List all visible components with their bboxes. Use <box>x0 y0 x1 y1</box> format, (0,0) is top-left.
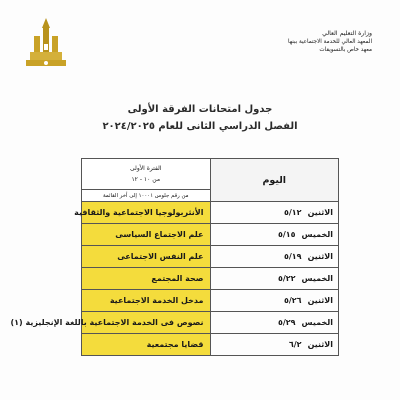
period-header <box>82 159 211 202</box>
day-cell <box>210 334 339 356</box>
day-name: الخميس <box>301 318 333 327</box>
exam-date: ٥/١٩ <box>283 252 302 261</box>
table-row <box>82 334 339 356</box>
table-row <box>82 246 339 268</box>
subject-cell: قضايا مجتمعية <box>82 334 211 356</box>
day-column-header: اليوم <box>210 159 339 202</box>
exam-date: ٦/٢ <box>288 340 302 349</box>
subject-cell: مدخل الخدمة الاجتماعية <box>82 290 211 312</box>
exam-date: ٥/١٢ <box>283 208 302 217</box>
day-cell <box>210 224 339 246</box>
subject-cell: صحة المجتمع <box>82 268 211 290</box>
table-header-row <box>82 159 339 202</box>
exam-date: ٥/٢٦ <box>283 296 302 305</box>
day-name: الاثنين <box>307 296 333 305</box>
exam-table <box>10 158 339 356</box>
ministry-line: معهد خاص بالتسويقات <box>319 47 372 53</box>
exam-date: ٥/٢٩ <box>277 318 296 327</box>
day-cell <box>210 290 339 312</box>
day-name: الاثنين <box>307 340 333 349</box>
day-name: الاثنين <box>307 208 333 217</box>
exam-date: ٥/٢٢ <box>277 274 296 283</box>
table-row <box>82 224 339 246</box>
table-row <box>82 202 339 224</box>
document-subtitle: الفصل الدراسي الثانى للعام ٢٠٢٤/٢٠٢٥ <box>102 121 298 132</box>
period-label: الفترة الأولى <box>129 165 162 172</box>
day-name: الخميس <box>301 274 333 283</box>
day-name: الاثنين <box>307 252 333 261</box>
exam-date: ٥/١٥ <box>277 230 296 239</box>
table-row <box>82 290 339 312</box>
table-row <box>82 268 339 290</box>
institute-logo-icon <box>20 14 72 72</box>
period-time: من ١٠ - ١٢ <box>131 176 161 183</box>
day-name: الخميس <box>301 230 333 239</box>
subject-cell: الأنثربولوجيا الاجتماعية والثقافية <box>82 202 211 224</box>
document-title: جدول امتحانات الفرقة الأولى <box>127 104 273 115</box>
day-cell <box>210 202 339 224</box>
subject-cell: علم الاجتماع السياسى <box>82 224 211 246</box>
subject-cell: علم النفس الاجتماعى <box>82 246 211 268</box>
day-cell <box>210 312 339 334</box>
seat-range: من رقم جلوس ١٠٠٠١ إلى أخر القائمة <box>82 189 210 199</box>
ministry-header <box>242 30 372 54</box>
day-cell <box>210 246 339 268</box>
day-cell <box>210 268 339 290</box>
table-row <box>82 312 339 334</box>
ministry-line: المعهد العالي للخدمة الاجتماعية ببنها <box>287 39 372 45</box>
ministry-line: وزارة التعليم العالي <box>322 30 372 37</box>
subject-cell: نصوص فى الخدمة الاجتماعية باللغة الإنجليزية (١) <box>82 312 211 334</box>
